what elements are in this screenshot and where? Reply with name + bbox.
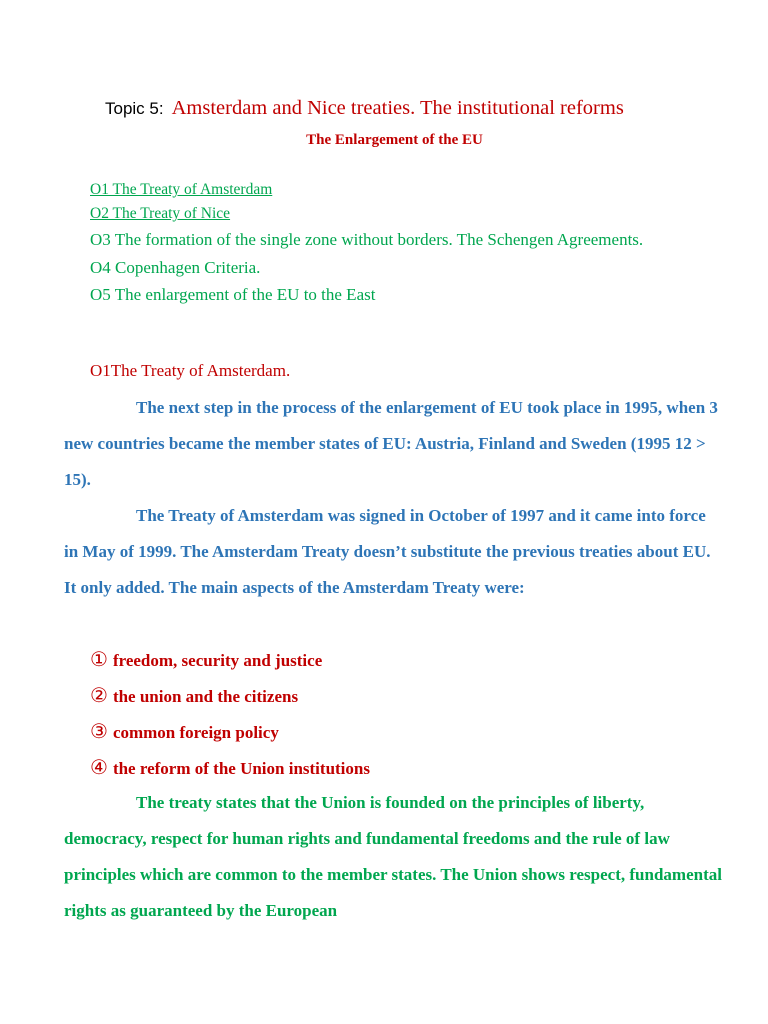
list-item	[90, 749, 370, 785]
aspect-text: freedom, security and justice	[112, 651, 323, 670]
circled-number: ②	[90, 683, 108, 707]
aspect-text: the reform of the Union institutions	[112, 759, 370, 778]
circled-number: ③	[90, 719, 108, 743]
topic-outline	[64, 178, 724, 309]
page-title	[105, 97, 624, 120]
page-subtitle: The Enlargement of the EU	[306, 132, 483, 148]
circled-number: ④	[90, 755, 108, 779]
list-item	[90, 641, 370, 677]
topic-label: Topic 5:	[105, 99, 164, 118]
list-item	[90, 713, 370, 749]
paragraph-treaty-signing: The Treaty of Amsterdam was signed in October of 1997 and it came into force in May of 1999. The Amsterdam Treaty doesn’t substitute the previous treaties about EU. It only added. The main aspects of the Amsterdam Treaty were:	[64, 506, 711, 597]
outline-item-schengen: O3 The formation of the single zone without borders. The Schengen Agreements.	[90, 230, 644, 249]
circled-number: ①	[90, 647, 108, 671]
aspects-list	[90, 641, 370, 785]
section-heading: O1The Treaty of Amsterdam.	[90, 361, 291, 380]
aspect-text: common foreign policy	[112, 723, 279, 742]
list-item	[90, 677, 370, 713]
paragraph-union-principles: The treaty states that the Union is founded on the principles of liberty, democracy, respect for human rights and fundamental freedoms and the rule of law principles which are common to the member states. The Union shows respect, fundamental rights as guaranteed by the European	[64, 793, 722, 920]
outline-link-treaty-nice[interactable]: O2 The Treaty of Nice	[90, 205, 231, 222]
aspect-text: the union and the citizens	[112, 687, 299, 706]
outline-link-treaty-amsterdam[interactable]: O1 The Treaty of Amsterdam	[90, 181, 273, 198]
outline-item-enlargement-east: O5 The enlargement of the EU to the East	[90, 285, 376, 304]
outline-item-copenhagen: O4 Copenhagen Criteria.	[90, 257, 261, 277]
paragraph-enlargement-1995: The next step in the process of the enlargement of EU took place in 1995, when 3 new countries became the member states of EU: Austria, Finland and Sweden (1995 12 > 15).	[64, 398, 718, 489]
topic-title: Amsterdam and Nice treaties. The institutional reforms	[171, 97, 624, 119]
